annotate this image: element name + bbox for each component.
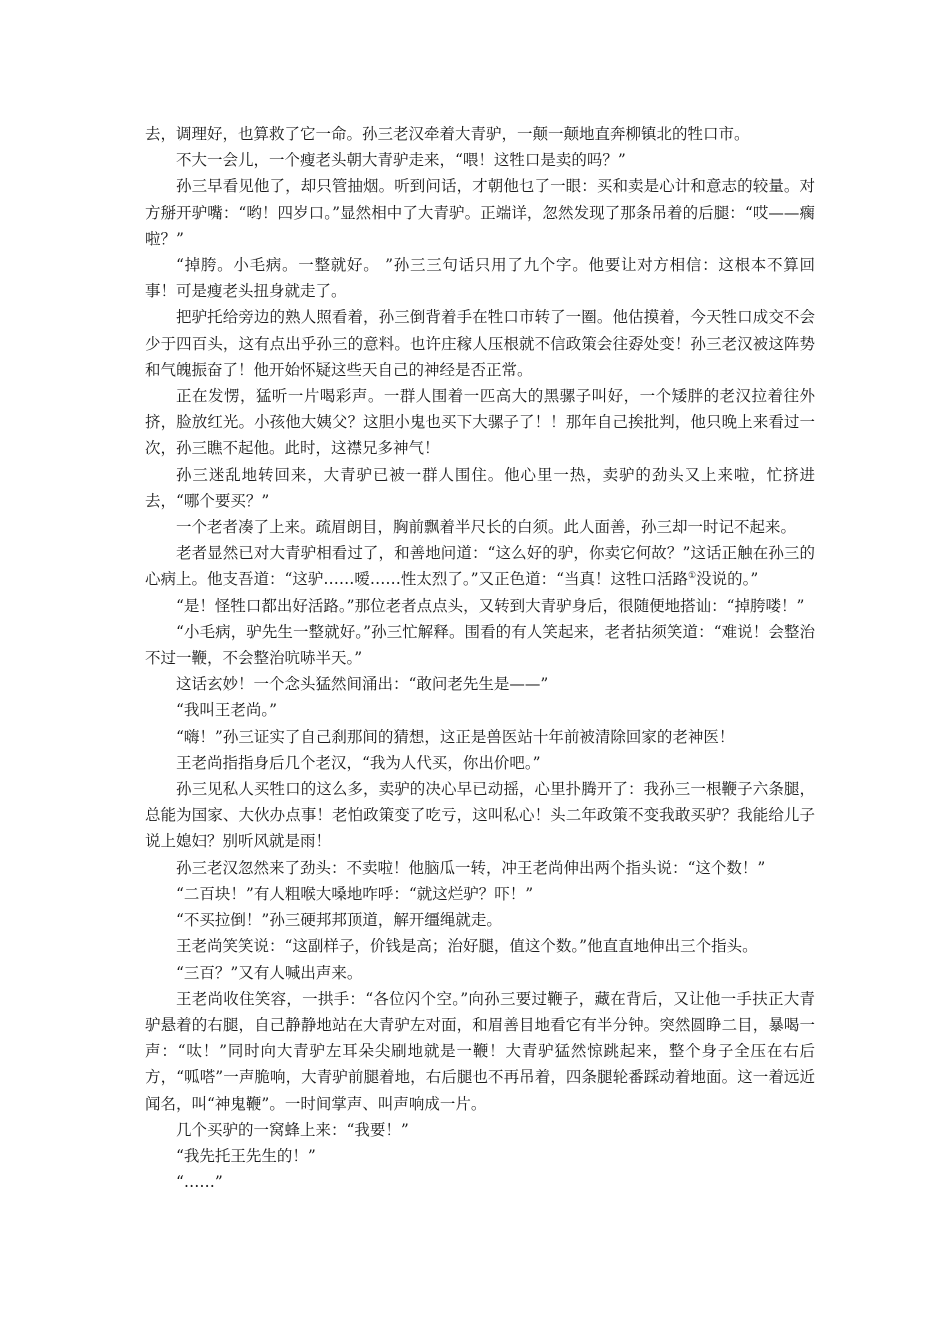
paragraph-16: 孙三见私人买牲口的这么多，卖驴的决心早已动摇，心里扑腾开了：我孙三一根鞭子六条腿，总能为国家、大伙办点事！老怕政策变了吃亏，这叫私心！头二年政策不变我敢买驴？我能给儿子说上媳妇？别听风就是雨！ (145, 780, 815, 851)
paragraph-5: 把驴托给旁边的熟人照看着，孙三倒背着手在牲口市转了一圈。他估摸着，今天牲口成交不会少于四百头，这有点出乎孙三的意料。也许庄稼人压根就不信政策会往孬处变！孙三老汉被这阵势和气魄振奋了！他开始怀疑这些天自己的神经是否正常。 (145, 308, 815, 379)
paragraph-13: “我叫王老尚。” (176, 701, 278, 720)
paragraph-9-text: 老者显然已对大青驴相看过了，和善地问道：“这么好的驴，你卖它何故？”这话正触在孙三的心病上。他支吾道：“这驴……嗳……性太烈了。”又正色道：“当真！这牲口活路 (145, 544, 815, 589)
paragraph-4: “掉胯。小毛病。一整就好。 ”孙三三句话只用了九个字。他要让对方相信：这根本不算回事！可是瘦老头扭身就走了。 (145, 256, 815, 301)
paragraph-7: 孙三迷乱地转回来，大青驴已被一群人围住。他心里一热，卖驴的劲头又上来啦，忙挤进去，“哪个要买？” (145, 465, 815, 510)
paragraph-12: 这话玄妙！一个念头猛然间涌出：“敢问老先生是——” (176, 675, 549, 694)
paragraph-15: 王老尚指指身后几个老汉，“我为人代买，你出价吧。” (176, 753, 541, 772)
paragraph-8: 一个老者凑了上来。疏眉朗目，胸前飘着半尺长的白须。此人面善，孙三却一时记不起来。 (176, 518, 797, 537)
paragraph-3: 孙三早看见他了，却只管抽烟。听到问话，才朝他乜了一眼：买和卖是心计和意志的较量。对方掰开驴嘴：“哟！四岁口。”显然相中了大青驴。正端详，忽然发现了那条吊着的后腿：“哎——瘸啦？” (145, 177, 815, 248)
paragraph-11: “小毛病，驴先生一整就好。”孙三忙解释。围看的有人笑起来，老者拈须笑道：“难说！会整治不过一鞭，不会整治吭哧半天。” (145, 622, 815, 668)
paragraph-9-tail: 没说的。” (696, 570, 759, 589)
footnote-marker: ① (688, 571, 697, 582)
paragraph-14: “嗨！”孙三证实了自己刹那间的猜想，这正是兽医站十年前被清除回家的老神医！ (176, 727, 735, 746)
paragraph-20: 王老尚笑笑说：“这副样子，价钱是高；治好腿，值这个数。”他直直地伸出三个指头。 (176, 937, 758, 956)
paragraph-10: “是！怪牲口都出好活路。”那位老者点点头，又转到大青驴身后，很随便地搭讪：“掉胯喽！” (176, 596, 805, 615)
paragraph-25: “……” (176, 1173, 223, 1192)
paragraph-19: “不买拉倒！”孙三硬邦邦顶道，解开缰绳就走。 (176, 911, 502, 930)
paragraph-18: “二百块！”有人粗喉大嗓地咋呼：“就这烂驴？吓！” (176, 884, 534, 903)
paragraph-21: “三百？”又有人喊出声来。 (176, 963, 363, 982)
paragraph-24: “我先托王先生的！” (176, 1146, 316, 1165)
document-page (145, 121, 815, 1195)
paragraph-9 (145, 540, 815, 592)
paragraph-23: 几个买驴的一窝蜂上来：“我要！” (176, 1120, 409, 1139)
paragraph-2: 不大一会儿，一个瘦老头朝大青驴走来，“喂！这牲口是卖的吗？” (176, 151, 626, 170)
paragraph-17: 孙三老汉忽然来了劲头：不卖啦！他脑瓜一转，冲王老尚伸出两个指头说：“这个数！” (176, 858, 766, 877)
paragraph-6: 正在发愣，猛听一片喝彩声。一群人围着一匹高大的黑骡子叫好，一个矮胖的老汉拉着往外挤，脸放红光。小孩他大姨父？这胆小鬼也买下大骡子了！！那年自己挨批判，他只晚上来看过一次，孙三瞧不起他。此时，这襟兄多神气！ (145, 387, 815, 458)
paragraph-22: 王老尚收住笑容，一拱手：“各位闪个空。”向孙三要过鞭子，藏在背后，又让他一手扶正大青驴悬着的右腿，自己静静地站在大青驴左对面，和眉善目地看它有半分钟。突然圆睁二目，暴喝一声：“呔！”同时向大青驴左耳朵尖刷地就是一鞭！大青驴猛然惊跳起来，整个身子全压在右后方，“呱嗒”一声脆响，大青驴前腿着地，右后腿也不再吊着，四条腿轮番踩动着地面。这一着远近闻名，叫“神鬼鞭”。一时间掌声、叫声响成一片。 (145, 989, 815, 1113)
paragraph-1: 去，调理好，也算救了它一命。孙三老汉牵着大青驴，一颠一颠地直奔柳镇北的牲口市。 (145, 125, 750, 143)
